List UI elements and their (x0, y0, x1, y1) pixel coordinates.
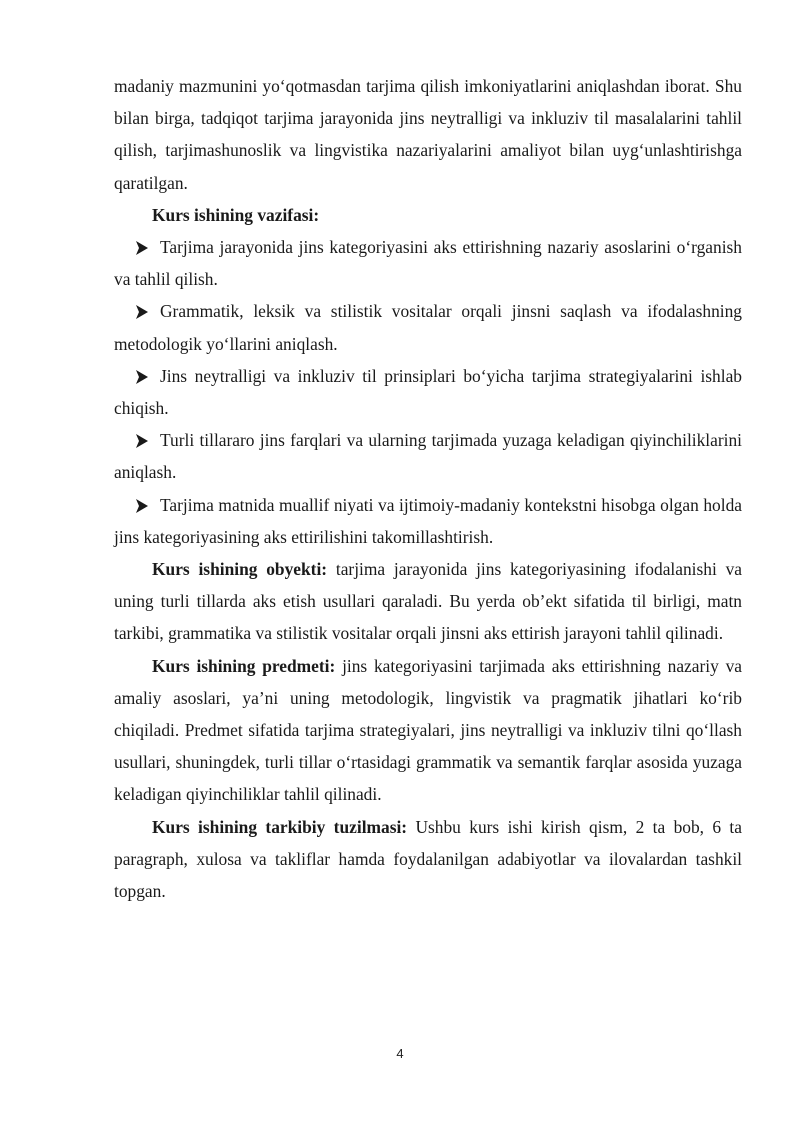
arrowhead-bullet-icon (136, 241, 148, 255)
tasks-heading: Kurs ishining vazifasi: (152, 204, 320, 225)
page-body (114, 70, 742, 907)
structure-paragraph (114, 811, 742, 908)
arrowhead-bullet-icon (136, 370, 148, 384)
task-item (114, 295, 742, 359)
task-text: Turli tillararo jins farqlari va ularning tarjimada yuzaga keladigan qiyinchiliklarini aniqlash. (114, 430, 742, 483)
task-item (114, 231, 742, 295)
object-text: tarjima jarayonida jins kategoriyasining ifodalanishi va uning turli tillarda aks etish usullari qaraladi. Bu yerda ob’ekt sifatida til birligi, matn tarkibi, grammatika va stilistik vositalar orqali jinsni aks ettirish jarayoni tahlil qilinadi. (114, 559, 742, 644)
structure-text: Ushbu kurs ishi kirish qism, 2 ta bob, 6 ta paragraph, xulosa va takliflar hamda foydalanilgan adabiyotlar va ilovalardan tashkil topgan. (114, 816, 742, 902)
arrowhead-bullet-icon (136, 499, 148, 513)
task-item (114, 360, 742, 424)
task-text: Grammatik, leksik va stilistik vositalar orqali jinsni saqlash va ifodalashning metodologik yo‘llarini aniqlash. (114, 301, 742, 354)
intro-paragraph: madaniy mazmunini yo‘qotmasdan tarjima qilish imkoniyatlarini aniqlashdan iborat. Shu bilan birga, tadqiqot tarjima jarayonida jins neytralligi va inkluziv til masalalarini tahlil qilish, tarjimashunoslik va lingvistika nazariyalarini amaliyot bilan uyg‘unlashtirishga qaratilgan. (114, 76, 742, 193)
subject-text: jins kategoriyasini tarjimada aks ettirishning nazariy va amaliy asoslari, ya’ni uning metodologik, lingvistik va pragmatik jihatlari ko‘rib chiqiladi. Predmet sifatida tarjima strategiyalari, jins neytralligi va inkluziv tilni qo‘llash usullari, shuningdek, turli tillar o‘rtasidagi grammatik va semantik farqlar asosida yuzaga keladigan qiyinchiliklar tahlil qilinadi. (114, 655, 742, 805)
object-paragraph (114, 553, 742, 650)
subject-label: Kurs ishining predmeti: (152, 655, 336, 676)
task-item (114, 424, 742, 488)
task-item (114, 489, 742, 553)
object-label: Kurs ishining obyekti: (152, 559, 328, 580)
task-text: Tarjima matnida muallif niyati va ijtimoiy-madaniy kontekstni hisobga olgan holda jins kategoriyasining aks ettirilishini takomillashtirish. (114, 494, 742, 547)
arrowhead-bullet-icon (136, 305, 148, 319)
page-number: 4 (396, 1046, 404, 1061)
structure-label: Kurs ishining tarkibiy tuzilmasi: (152, 816, 408, 837)
arrowhead-bullet-icon (136, 434, 148, 448)
task-text: Jins neytralligi va inkluziv til prinsiplari bo‘yicha tarjima strategiyalarini ishlab chiqish. (114, 365, 742, 419)
task-text: Tarjima jarayonida jins kategoriyasini aks ettirishning nazariy asoslarini o‘rganish va tahlil qilish. (114, 237, 742, 290)
subject-paragraph (114, 650, 742, 811)
